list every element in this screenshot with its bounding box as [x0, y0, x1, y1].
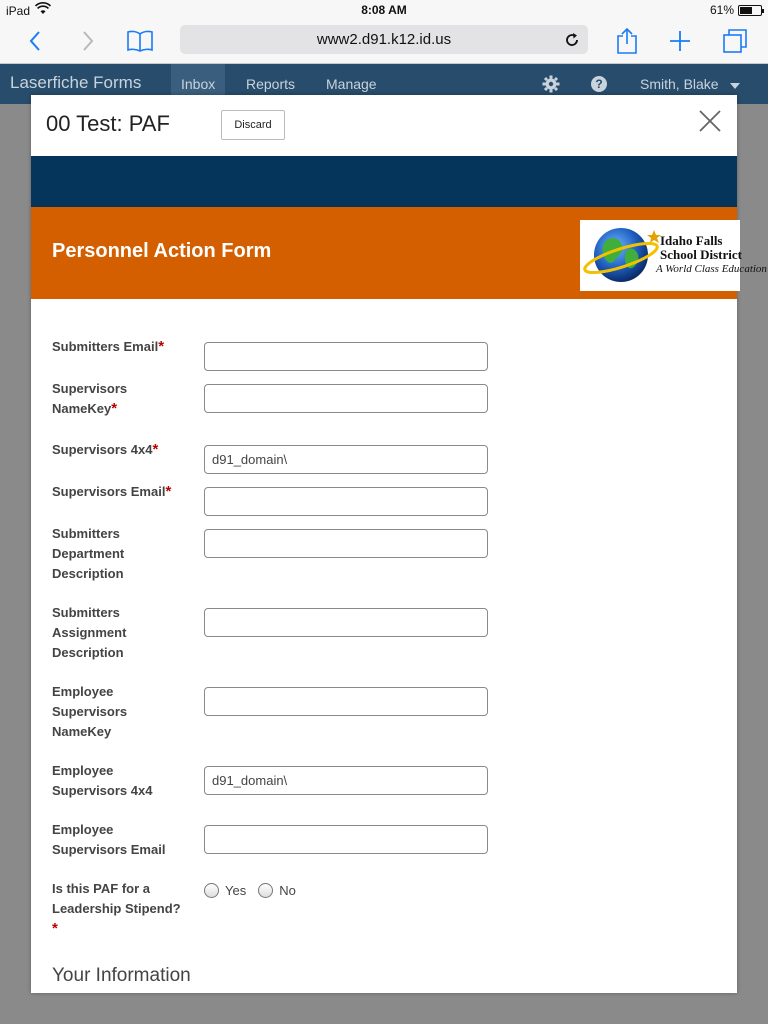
field-label: Submitters Email* [52, 338, 165, 355]
logo-tagline: A World Class Education [656, 263, 767, 275]
address-bar[interactable] [180, 25, 588, 54]
radio-button[interactable] [258, 883, 273, 898]
help-icon[interactable] [589, 74, 609, 94]
form-modal [31, 95, 767, 993]
form-title: Personnel Action Form [52, 240, 272, 262]
field-label: Supervisors 4x4* [52, 441, 159, 458]
field-label: Submitters Assignment Description [52, 605, 127, 660]
device-name: iPad [6, 3, 31, 18]
svg-text:?: ? [595, 77, 603, 91]
supervisors-email-input[interactable] [204, 487, 488, 516]
back-icon[interactable] [20, 26, 50, 56]
radio-label: No [279, 883, 296, 898]
required-marker: * [52, 920, 58, 937]
logo-text-line2: School District [660, 247, 742, 262]
radio-option-no[interactable] [258, 883, 296, 898]
tab-inbox[interactable]: Inbox [171, 64, 225, 104]
logo-text-line1: Idaho Falls [660, 233, 723, 248]
required-marker: * [111, 400, 118, 417]
required-marker: * [152, 441, 159, 458]
app-brand: Laserfiche Forms [10, 73, 142, 92]
radio-option-yes[interactable] [204, 883, 246, 898]
field-label: Employee Supervisors NameKey [52, 684, 128, 739]
field-label: Employee Supervisors Email [52, 822, 166, 857]
tabs-icon[interactable] [720, 26, 750, 56]
discard-button[interactable]: Discard [221, 110, 285, 140]
employee-supervisors-namekey-input[interactable] [204, 687, 488, 716]
employee-supervisors-4x4-input[interactable] [204, 766, 488, 795]
field-label: Supervisors Email* [52, 483, 172, 500]
modal-title: 00 Test: PAF [46, 111, 170, 136]
section-title: Your Information [52, 965, 191, 986]
close-icon[interactable] [698, 109, 722, 133]
forward-icon[interactable] [73, 26, 103, 56]
submitters-email-input[interactable] [204, 342, 488, 371]
user-name: Smith, Blake [640, 76, 719, 92]
employee-supervisors-email-input[interactable] [204, 825, 488, 854]
field-label: Employee Supervisors 4x4 [52, 763, 153, 798]
supervisors-4x4-input[interactable] [204, 445, 488, 474]
tab-reports[interactable]: Reports [246, 76, 296, 92]
modal-header [31, 95, 737, 156]
browser-toolbar [0, 20, 768, 64]
gear-icon[interactable] [541, 74, 561, 94]
field-label: Supervisors NameKey* [52, 381, 128, 417]
bookmarks-icon[interactable] [124, 26, 156, 56]
district-logo [580, 220, 767, 291]
submitters-department-input[interactable] [204, 529, 488, 558]
battery-percent: 61% [709, 3, 734, 17]
form-header-band [31, 156, 737, 207]
radio-label: Yes [225, 883, 247, 898]
field-label: Is this PAF for a Leadership Stipend? * [52, 881, 181, 937]
new-tab-icon[interactable] [665, 26, 695, 56]
reload-icon[interactable] [564, 25, 580, 54]
supervisors-namekey-input[interactable] [204, 384, 488, 413]
required-marker: * [165, 483, 172, 500]
battery-icon [738, 5, 762, 16]
tab-manage[interactable]: Manage [326, 76, 377, 92]
required-marker: * [158, 338, 165, 355]
stipend-radio-group [204, 883, 302, 898]
clock: 8:08 AM [361, 3, 407, 17]
globe-icon [580, 220, 660, 291]
form-title-band [31, 207, 767, 299]
submitters-assignment-input[interactable] [204, 608, 488, 637]
field-label: Submitters Department Description [52, 526, 125, 581]
share-icon[interactable] [612, 26, 642, 56]
radio-button[interactable] [204, 883, 219, 898]
url-text: www2.d91.k12.id.us [316, 31, 452, 48]
status-bar [0, 0, 768, 20]
